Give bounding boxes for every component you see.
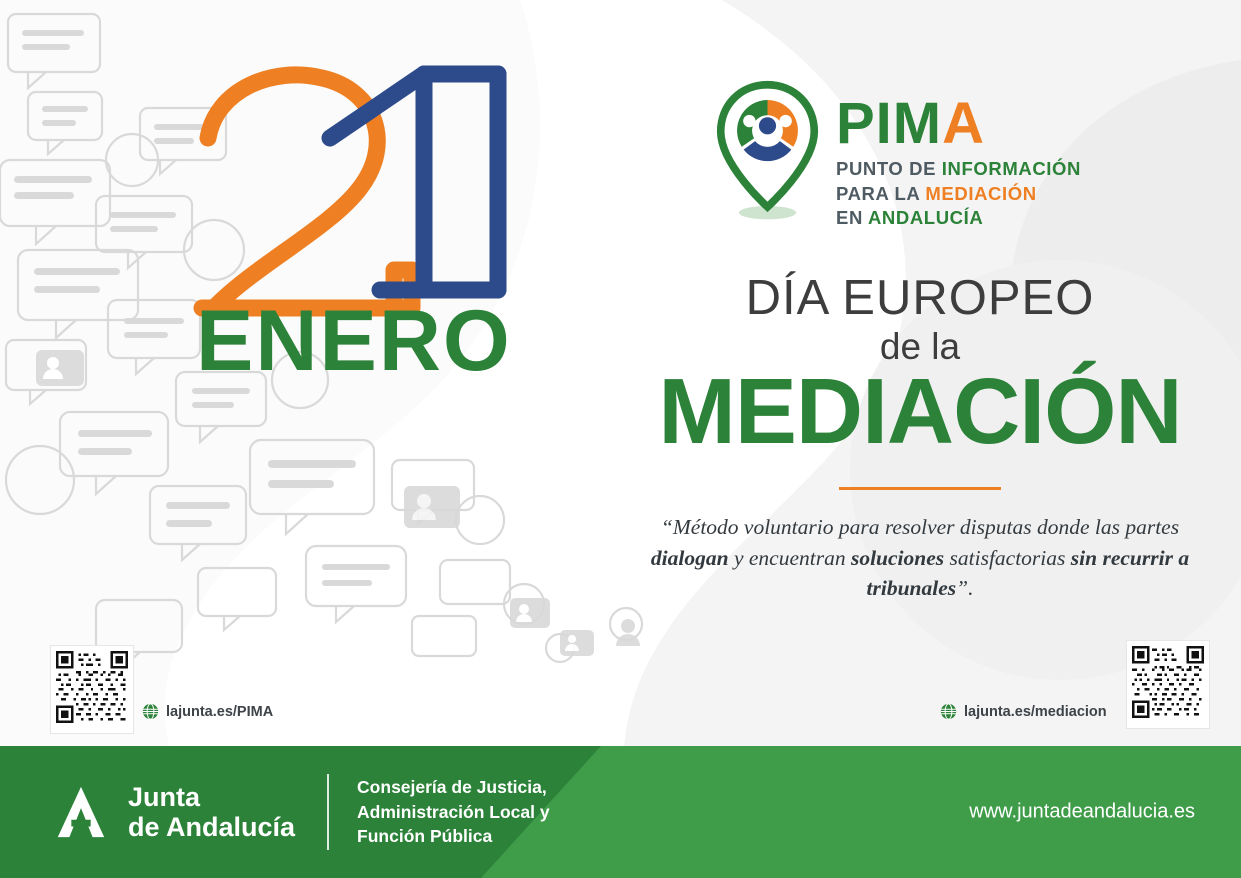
qr-code-pima[interactable] xyxy=(50,645,134,734)
quote-text: “Método voluntario para resolver disputas donde las partes dialogan y encuentran soluciones satisfactorias sin recurrir a tribunales”. xyxy=(650,515,1190,601)
footer-divider xyxy=(327,774,329,850)
pima-tagline: PUNTO DE INFORMACIÓN PARA LA MEDIACIÓN EN ANDALUCÍA xyxy=(836,158,1081,229)
qr-code-image xyxy=(56,651,128,723)
link-mediacion-label: lajunta.es/mediacion xyxy=(964,703,1107,720)
pima-logo xyxy=(620,78,1220,231)
link-pima[interactable] xyxy=(142,703,273,720)
department-name: Consejería de Justicia, Administración Local y Función Pública xyxy=(357,776,550,847)
pima-wordmark: PIMA xyxy=(836,91,986,156)
footer-bar xyxy=(0,746,1241,878)
qr-code-mediacion[interactable] xyxy=(1126,640,1210,729)
orange-divider xyxy=(839,487,1001,490)
footer-website[interactable]: www.juntadeandalucia.es xyxy=(969,800,1195,823)
junta-de-andalucia-logo-icon xyxy=(52,783,110,841)
pima-location-pin-icon xyxy=(715,78,820,228)
month-label: ENERO xyxy=(196,293,512,389)
organization-name: Junta de Andalucía xyxy=(128,781,296,842)
headline-main: MEDIACIÓN xyxy=(658,359,1182,464)
right-content-column xyxy=(620,78,1220,604)
globe-icon xyxy=(142,703,159,720)
qr-code-image xyxy=(1132,646,1204,718)
link-mediacion[interactable] xyxy=(940,703,1107,720)
link-pima-label: lajunta.es/PIMA xyxy=(166,703,274,720)
globe-icon xyxy=(940,703,957,720)
headline-middle: de la xyxy=(879,326,961,368)
headline-top: DÍA EUROPEO xyxy=(745,270,1095,325)
